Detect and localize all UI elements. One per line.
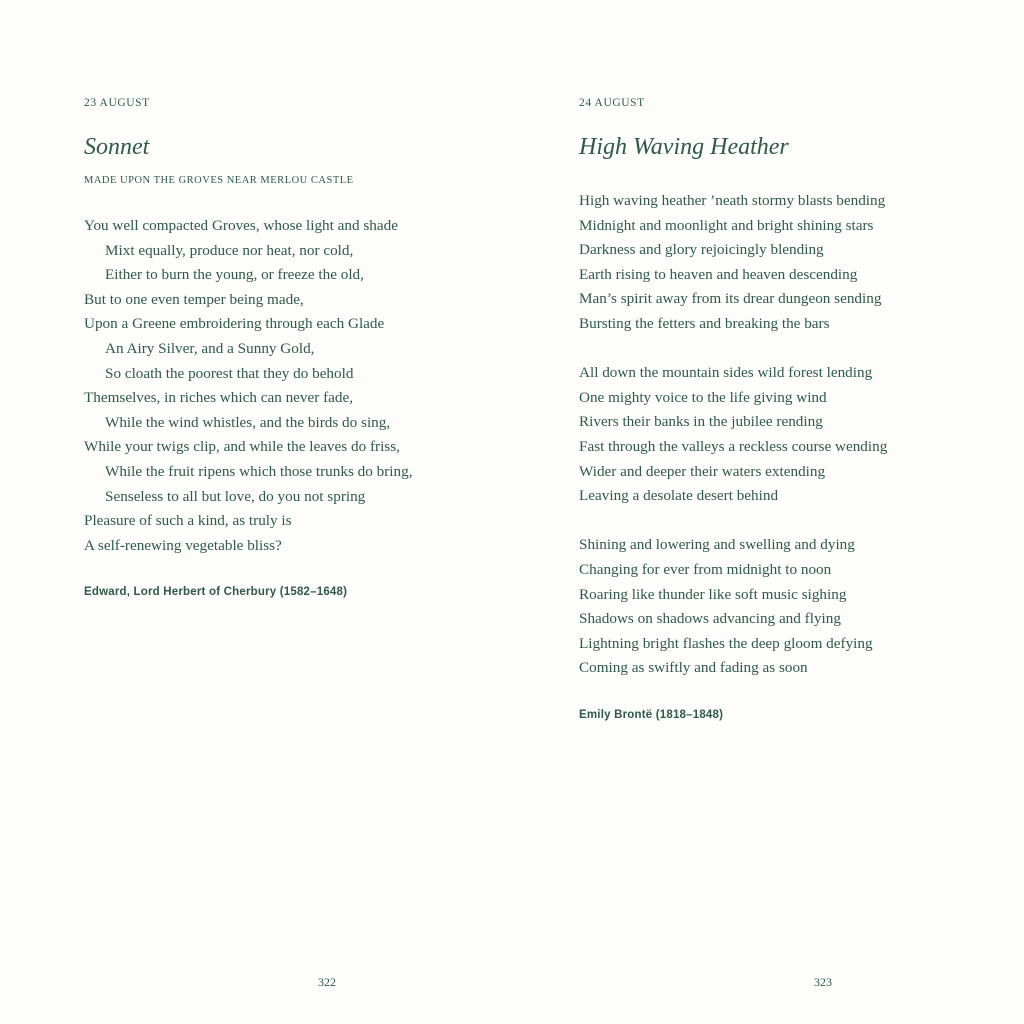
poem-line: Darkness and glory rejoicingly blending bbox=[579, 241, 824, 259]
poem-subtitle: MADE UPON THE GROVES NEAR MERLOU CASTLE bbox=[84, 175, 354, 186]
poem-line: Roaring like thunder like soft music sighing bbox=[579, 585, 847, 603]
poem-line: Changing for ever from midnight to noon bbox=[579, 560, 832, 578]
poem-line: While the wind whistles, and the birds do sing, bbox=[105, 413, 391, 431]
poem-title: High Waving Heather bbox=[579, 134, 789, 160]
poem-line: Upon a Greene embroidering through each Glade bbox=[84, 315, 385, 333]
poem-line: Lightning bright flashes the deep gloom defying bbox=[579, 634, 873, 652]
poem-line: Themselves, in riches which can never fade, bbox=[84, 389, 354, 407]
poem-line: Rivers their banks in the jubilee rending bbox=[579, 413, 823, 431]
poem-line: While your twigs clip, and while the leaves do friss, bbox=[84, 438, 400, 456]
poem-line: Shadows on shadows advancing and flying bbox=[579, 610, 841, 628]
poem-body bbox=[579, 189, 887, 681]
poem-line: Either to burn the young, or freeze the old, bbox=[105, 266, 364, 284]
poem-body bbox=[84, 214, 413, 558]
poem-line: Wider and deeper their waters extending bbox=[579, 462, 826, 480]
poem-line: While the fruit ripens which those trunks do bring, bbox=[105, 462, 413, 480]
poem-line: Senseless to all but love, do you not spring bbox=[105, 487, 366, 505]
date-heading: 24 AUGUST bbox=[579, 97, 645, 109]
poem-line: But to one even temper being made, bbox=[84, 290, 304, 308]
poem-line: Fast through the valleys a reckless course wending bbox=[579, 437, 888, 455]
poem-line: High waving heather ’neath stormy blasts bending bbox=[579, 192, 886, 209]
poem-line: Mixt equally, produce nor heat, nor cold, bbox=[105, 241, 354, 259]
right-page bbox=[512, 0, 1024, 1024]
page-number: 322 bbox=[318, 975, 336, 989]
poem-line: Pleasure of such a kind, as truly is bbox=[84, 512, 292, 530]
poem-line: Man’s spirit away from its drear dungeon sending bbox=[579, 290, 882, 308]
poem-line: Coming as swiftly and fading as soon bbox=[579, 659, 808, 677]
poem-line: Bursting the fetters and breaking the bars bbox=[579, 314, 830, 332]
poem-author: Emily Brontë (1818–1848) bbox=[579, 709, 724, 721]
poem-line: An Airy Silver, and a Sunny Gold, bbox=[105, 339, 315, 357]
poem-line: Shining and lowering and swelling and dying bbox=[579, 536, 855, 554]
poem-line: Leaving a desolate desert behind bbox=[579, 487, 779, 505]
poem-line: Earth rising to heaven and heaven descending bbox=[579, 265, 858, 283]
poem-author: Edward, Lord Herbert of Cherbury (1582–1648) bbox=[84, 586, 348, 598]
poem-line: You well compacted Groves, whose light and shade bbox=[84, 217, 398, 234]
poem-title: Sonnet bbox=[84, 134, 150, 160]
poem-line: All down the mountain sides wild forest lending bbox=[579, 364, 873, 382]
poem-line: So cloath the poorest that they do behold bbox=[105, 364, 354, 382]
date-heading: 23 AUGUST bbox=[84, 97, 150, 109]
poem-line: A self-renewing vegetable bliss? bbox=[84, 536, 282, 554]
poem-line: Midnight and moonlight and bright shining stars bbox=[579, 216, 874, 234]
page-number: 323 bbox=[814, 975, 832, 989]
poem-line: One mighty voice to the life giving wind bbox=[579, 388, 827, 406]
